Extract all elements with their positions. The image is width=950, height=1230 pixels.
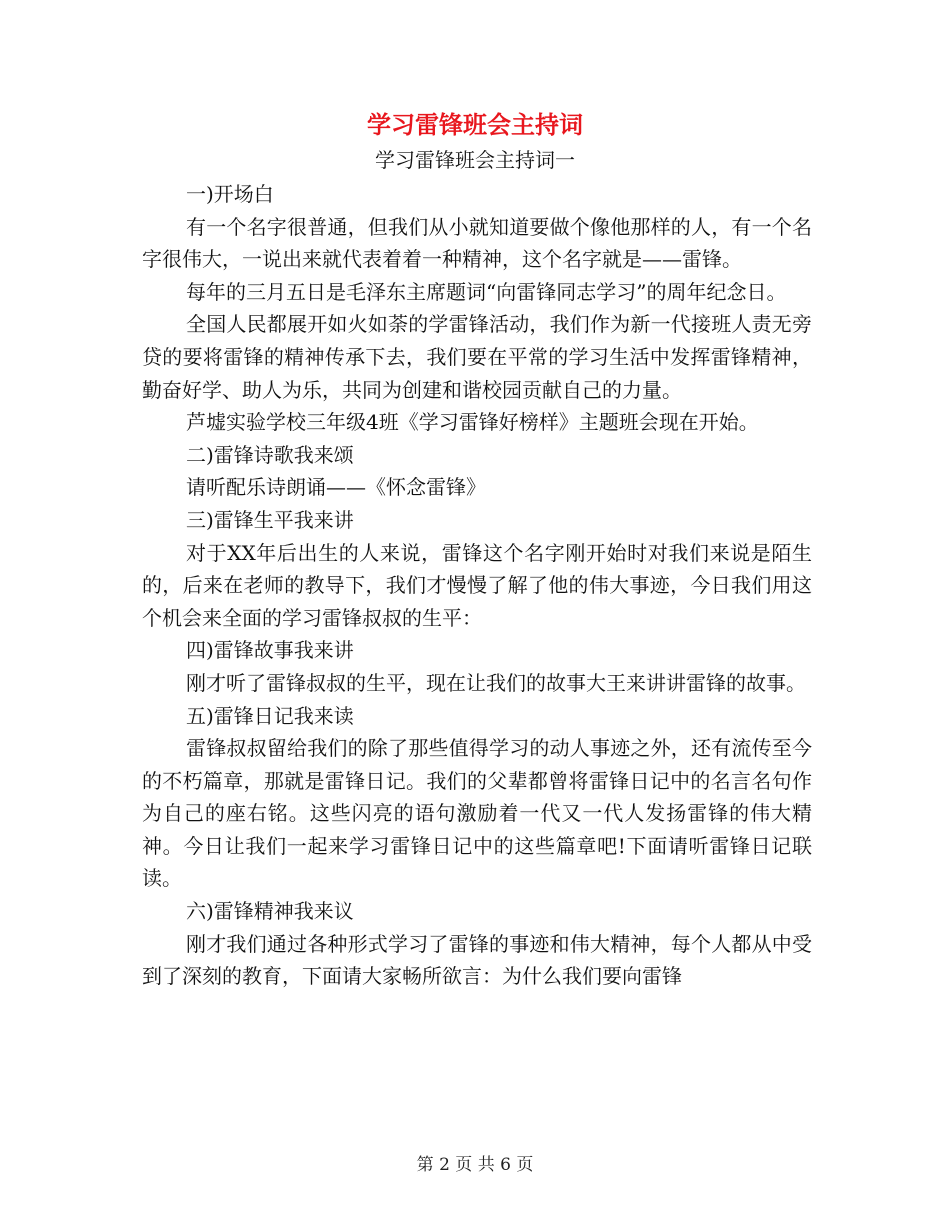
paragraph: 刚才听了雷锋叔叔的生平，现在让我们的故事大王来讲讲雷锋的故事。: [186, 670, 806, 695]
document-subtitle: 学习雷锋班会主持词一: [375, 148, 575, 172]
section-heading-stories: 四)雷锋故事我来讲: [186, 638, 354, 663]
section-heading-diary: 五)雷锋日记我来读: [186, 703, 354, 728]
paragraph: 对于XX年后出生的人来说，雷锋这个名字刚开始时对我们来说是陌生的，后来在老师的教导下，我们才慢慢了解了他的伟大事迹，今日我们用这个机会来全面的学习雷锋叔叔的生平：: [142, 540, 812, 630]
document-body: [142, 178, 812, 993]
paragraph: 刚才我们通过各种形式学习了雷锋的事迹和伟大精神，每个人都从中受到了深刻的教育，下面请大家畅所欲言：为什么我们要向雷锋: [142, 931, 812, 989]
paragraph: 全国人民都展开如火如荼的学雷锋活动，我们作为新一代接班人责无旁贷的要将雷锋的精神传承下去，我们要在平常的学习生活中发挥雷锋精神，勤奋好学、助人为乐，共同为创建和谐校园贡献自己的力量。: [142, 312, 812, 402]
paragraph: 请听配乐诗朗诵——《怀念雷锋》: [186, 475, 486, 500]
paragraph: 雷锋叔叔留给我们的除了那些值得学习的动人事迹之外，还有流传至今的不朽篇章，那就是雷锋日记。我们的父辈都曾将雷锋日记中的名言名句作为自己的座右铭。这些闪亮的语句激励着一代又一代人发扬雷锋的伟大精神。今日让我们一起来学习雷锋日记中的这些篇章吧!下面请听雷锋日记联读。: [142, 736, 812, 891]
document-title: 学习雷锋班会主持词: [367, 110, 583, 139]
paragraph: 有一个名字很普通，但我们从小就知道要做个像他那样的人，有一个名字很伟大，一说出来就代表着着一种精神，这个名字就是——雷锋。: [142, 214, 812, 272]
paragraph: 芦墟实验学校三年级4班《学习雷锋好榜样》主题班会现在开始。: [186, 410, 759, 435]
section-heading-opening: 一)开场白: [186, 182, 274, 206]
paragraph: 每年的三月五日是毛泽东主席题词“向雷锋同志学习”的周年纪念日。: [186, 279, 787, 304]
section-heading-poetry: 二)雷锋诗歌我来颂: [186, 442, 354, 467]
section-heading-discussion: 六)雷锋精神我来议: [186, 899, 354, 924]
page-number-footer: 第 2 页 共 6 页: [416, 1155, 534, 1175]
section-heading-biography: 三)雷锋生平我来讲: [186, 507, 354, 532]
